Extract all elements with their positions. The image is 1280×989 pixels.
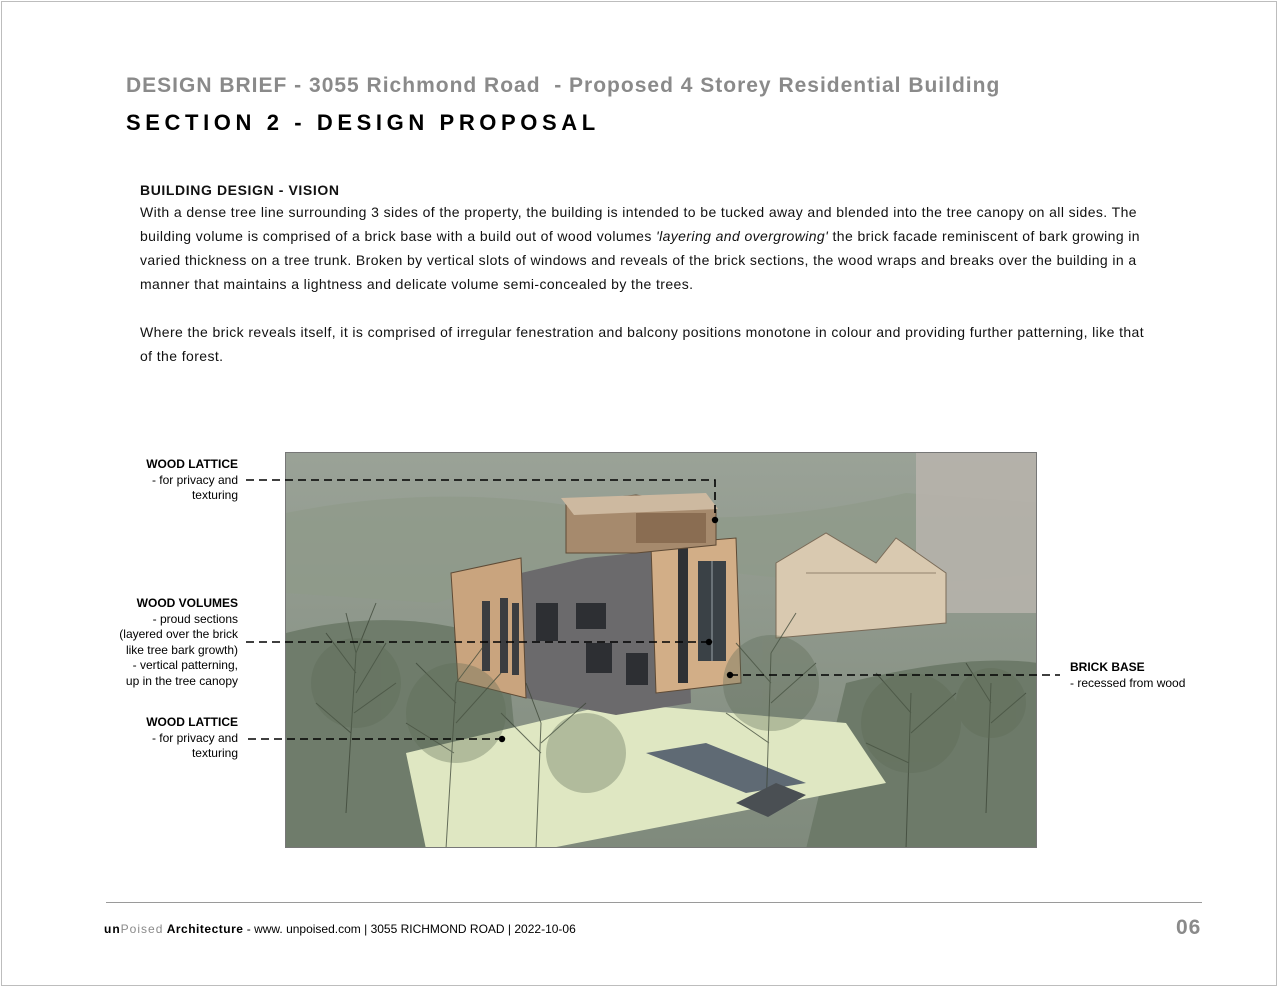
vision-heading: BUILDING DESIGN - VISION — [140, 182, 340, 198]
callout-line: - for privacy and — [151, 472, 238, 487]
callout-line: - proud sections — [152, 611, 238, 626]
callout-line: texturing — [191, 488, 238, 502]
footer-divider — [106, 902, 1202, 903]
callout-brick-base — [1070, 660, 1210, 691]
callout-line: texturing — [191, 746, 238, 760]
footer-brand-architecture: Architecture — [166, 922, 244, 936]
callout-wood-lattice-top — [100, 457, 238, 504]
footer-brand-un: un — [104, 922, 121, 936]
callout-line: (layered over the brick — [119, 627, 238, 641]
vision-paragraph-2: Where the brick reveals itself, it is comprised of irregular fenestration and balcony positions monotone in colour and providing further patterning, like that of the forest. — [140, 324, 1145, 364]
footer-brand-poised: Poised — [120, 922, 164, 936]
footer-details: - www. unpoised.com | 3055 RICHMOND ROAD | 2022-10-06 — [243, 922, 576, 936]
vision-paragraph-1 — [140, 200, 1150, 296]
callout-line: up in the tree canopy — [125, 673, 238, 688]
vision-p1-italic: 'layering and overgrowing' — [656, 228, 829, 244]
page-number: 06 — [1176, 916, 1202, 939]
building-rendering — [285, 452, 1037, 848]
callout-line: like tree bark growth) — [125, 642, 238, 657]
callout-wood-lattice-bottom — [100, 715, 238, 762]
callout-line: - for privacy and — [151, 730, 238, 745]
brief-title: DESIGN BRIEF - 3055 Richmond Road - Proposed 4 Storey Residential Building — [126, 74, 1001, 97]
section-title: SECTION 2 - DESIGN PROPOSAL — [126, 110, 600, 135]
callout-title: BRICK BASE — [1070, 660, 1145, 674]
callout-wood-volumes — [96, 596, 238, 689]
callout-line: - vertical patterning, — [132, 658, 238, 672]
vision-p1-text-end: the brick facade reminiscent of bark growing in varied thickness on a tree trunk. Broken by vertical slots of windows and reveals of the brick sections, the wood wraps and breaks over the building in a manner that maintains a lightness and delicate volume semi-concealed by the trees. — [140, 228, 1140, 292]
callout-title: WOOD VOLUMES — [136, 596, 238, 610]
vision-p1-text: With a dense tree line surrounding 3 sides of the property, the building is intended to be tucked away and blended into the tree canopy on all sides. The building volume is comprised of a brick base with a build out of wood volumes — [140, 204, 1137, 244]
callout-title: WOOD LATTICE — [146, 457, 238, 471]
callout-line: - recessed from wood — [1070, 675, 1186, 690]
vision-text-block — [140, 180, 1150, 368]
footer-credits — [104, 922, 576, 936]
callout-title: WOOD LATTICE — [146, 715, 238, 729]
